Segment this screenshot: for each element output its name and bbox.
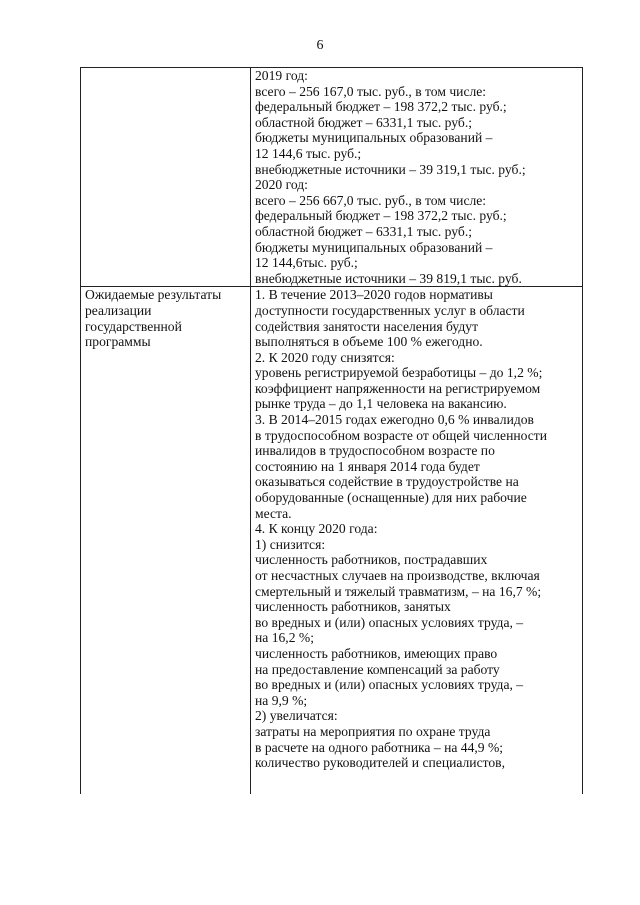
text-line: 2. К 2020 году снизятся: [255,349,395,365]
table-row [81,68,583,287]
text-line: рынке труда – до 1,1 человека на вакансию. [255,396,507,412]
text-line: инвалидов в трудоспособном возрасте по [255,443,495,459]
text-line: областной бюджет – 6331,1 тыс. руб.; [255,114,473,130]
text-line: на 16,2 %; [255,630,314,646]
row-label-cell [81,68,251,287]
text-line: на предоставление компенсаций за работу [255,661,500,677]
text-line: федеральный бюджет – 198 372,2 тыс. руб.; [255,208,507,224]
text-line: 4. К концу 2020 года: [255,521,378,537]
text-line: места. [255,505,292,521]
row-content-cell [251,287,583,795]
text-line: содействия занятости населения будут [255,318,479,334]
text-line: 2019 год: [255,68,308,83]
text-line: внебюджетные источники – 39 319,1 тыс. руб.; [255,161,526,177]
text-line: от несчастных случаев на производстве, включая [255,568,540,583]
text-line: 2) увеличатся: [255,708,338,724]
text-line: во вредных и (или) опасных условиях труда, – [255,614,524,630]
row-label-cell [81,287,251,795]
page-number: 6 [316,38,324,53]
text-line: 1. В течение 2013–2020 годов нормативы [255,287,493,303]
text-line: выполняться в объеме 100 % ежегодно. [255,334,483,350]
label-line: программы [85,334,151,350]
text-line: во вредных и (или) опасных условиях труда, – [255,677,524,693]
text-line: 2020 год: [255,177,308,193]
text-line: 1) снизится: [255,536,326,552]
text-line: 3. В 2014–2015 годах ежегодно 0,6 % инвалидов [255,412,534,428]
text-line: оборудованные (оснащенные) для них рабочие [255,490,527,506]
text-line: численность работников, имеющих право [255,645,498,661]
text-line: численность работников, пострадавших [255,552,488,568]
label-line: Ожидаемые результаты [85,287,222,303]
text-line: смертельный и тяжелый травматизм, – на 16,7 %; [255,583,542,599]
table-row [81,287,583,795]
text-line: всего – 256 667,0 тыс. руб., в том числе: [255,192,487,208]
text-line: оказываться содействие в трудоустройстве на [255,474,519,490]
label-line: реализации [85,302,152,318]
text-line: областной бюджет – 6331,1 тыс. руб.; [255,223,473,239]
label-line: государственной [85,318,182,334]
text-line: внебюджетные источники – 39 819,1 тыс. руб. [255,270,522,286]
text-line: бюджеты муниципальных образований – [255,239,493,255]
text-line: состоянию на 1 января 2014 года будет [255,458,480,474]
text-line: 12 144,6тыс. руб.; [255,255,358,271]
text-line: 12 144,6 тыс. руб.; [255,145,362,161]
text-line: численность работников, занятых [255,599,451,615]
text-line: в расчете на одного работника – на 44,9 %; [255,739,504,755]
text-line: всего – 256 167,0 тыс. руб., в том числе: [255,83,487,99]
text-line: коэффициент напряженности на регистрируемом [255,380,541,396]
text-line: в трудоспособном возрасте от общей численности [255,427,548,443]
text-line: количество руководителей и специалистов, [255,755,505,771]
row-content-cell [251,68,583,287]
text-line: доступности государственных услуг в области [255,302,525,318]
text-line: бюджеты муниципальных образований – [255,130,493,146]
text-line: затраты на мероприятия по охране труда [255,723,491,739]
text-line: уровень регистрируемой безработицы – до 1,2 %; [255,365,543,381]
text-line: на 9,9 %; [255,692,308,708]
program-passport-table [80,67,583,794]
text-line: федеральный бюджет – 198 372,2 тыс. руб.; [255,99,507,115]
